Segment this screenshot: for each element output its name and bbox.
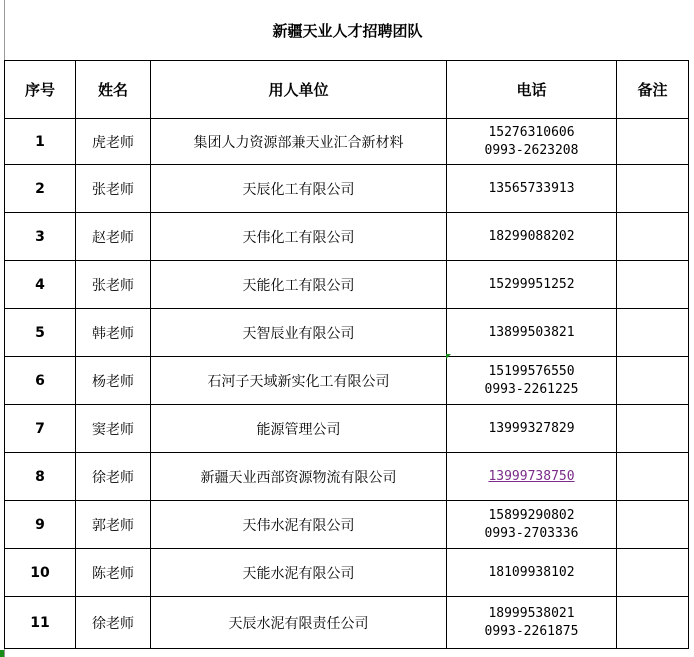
cell-unit[interactable]: 天辰水泥有限责任公司 xyxy=(151,597,447,649)
cell-index[interactable]: 4 xyxy=(5,261,76,309)
cell-index[interactable]: 10 xyxy=(5,549,76,597)
cell-name[interactable]: 赵老师 xyxy=(76,213,151,261)
phone-number: 15899290802 xyxy=(488,507,575,523)
table-row xyxy=(5,165,689,213)
cell-index[interactable]: 3 xyxy=(5,213,76,261)
cell-name[interactable]: 陈老师 xyxy=(76,549,151,597)
cell-index[interactable]: 9 xyxy=(5,501,76,549)
table-row xyxy=(5,453,689,501)
cell-note[interactable] xyxy=(617,261,689,309)
cell-index[interactable]: 1 xyxy=(5,119,76,165)
phone-number: 13565733913 xyxy=(488,180,575,196)
cell-phone[interactable] xyxy=(447,549,617,597)
cell-index[interactable]: 6 xyxy=(5,357,76,405)
header-note: 备注 xyxy=(617,61,689,119)
cell-name[interactable]: 徐老师 xyxy=(76,597,151,649)
cell-note[interactable] xyxy=(617,165,689,213)
cell-note[interactable] xyxy=(617,501,689,549)
cell-note[interactable] xyxy=(617,309,689,357)
cell-phone[interactable] xyxy=(447,309,617,357)
cell-phone[interactable] xyxy=(447,165,617,213)
cell-phone[interactable] xyxy=(447,597,617,649)
table-row xyxy=(5,119,689,165)
table-row xyxy=(5,357,689,405)
phone-number: 15199576550 xyxy=(488,363,575,379)
cell-note[interactable] xyxy=(617,405,689,453)
cell-phone[interactable] xyxy=(447,261,617,309)
table-header-row xyxy=(5,61,689,119)
page-title: 新疆天业人才招聘团队 xyxy=(272,22,423,40)
phone-number: 13999327829 xyxy=(488,420,575,436)
cell-name[interactable]: 郭老师 xyxy=(76,501,151,549)
cell-unit[interactable]: 新疆天业西部资源物流有限公司 xyxy=(151,453,447,501)
phone-number: 18109938102 xyxy=(488,564,575,580)
table-row xyxy=(5,261,689,309)
phone-number: 15299951252 xyxy=(488,276,575,292)
cell-note[interactable] xyxy=(617,597,689,649)
cell-index[interactable]: 2 xyxy=(5,165,76,213)
cell-unit[interactable]: 天能水泥有限公司 xyxy=(151,549,447,597)
phone-number: 18299088202 xyxy=(488,228,575,244)
cell-name[interactable]: 杨老师 xyxy=(76,357,151,405)
header-phone: 电话 xyxy=(447,61,617,119)
cell-unit[interactable]: 石河子天域新实化工有限公司 xyxy=(151,357,447,405)
recruitment-table xyxy=(4,60,689,649)
table-row xyxy=(5,549,689,597)
table-row xyxy=(5,405,689,453)
cell-unit[interactable]: 集团人力资源部兼天业汇合新材料 xyxy=(151,119,447,165)
phone-link[interactable]: 13999738750 xyxy=(488,468,575,484)
cell-phone[interactable] xyxy=(447,119,617,165)
cell-name[interactable]: 徐老师 xyxy=(76,453,151,501)
phone-number: 0993-2703336 xyxy=(484,525,579,541)
phone-number: 0993-2261875 xyxy=(484,623,579,639)
cell-name[interactable]: 窦老师 xyxy=(76,405,151,453)
cell-unit[interactable]: 天能化工有限公司 xyxy=(151,261,447,309)
cell-comment-marker xyxy=(446,354,451,359)
header-name: 姓名 xyxy=(76,61,151,119)
cell-name[interactable]: 虎老师 xyxy=(76,119,151,165)
cell-note[interactable] xyxy=(617,357,689,405)
cell-index[interactable]: 5 xyxy=(5,309,76,357)
cell-phone[interactable] xyxy=(447,213,617,261)
cell-index[interactable]: 7 xyxy=(5,405,76,453)
cell-note[interactable] xyxy=(617,549,689,597)
phone-number: 13899503821 xyxy=(488,324,575,340)
cell-note[interactable] xyxy=(617,213,689,261)
table-row xyxy=(5,597,689,649)
cell-note[interactable] xyxy=(617,453,689,501)
cell-name[interactable]: 张老师 xyxy=(76,165,151,213)
phone-number: 0993-2623208 xyxy=(484,142,579,158)
phone-number: 18999538021 xyxy=(488,605,575,621)
cell-index[interactable]: 8 xyxy=(5,453,76,501)
cell-name[interactable]: 韩老师 xyxy=(76,309,151,357)
cell-phone[interactable] xyxy=(447,405,617,453)
phone-number: 0993-2261225 xyxy=(484,381,579,397)
cell-unit[interactable]: 天伟水泥有限公司 xyxy=(151,501,447,549)
table-row xyxy=(5,213,689,261)
cell-phone[interactable] xyxy=(447,501,617,549)
cell-phone[interactable] xyxy=(447,453,617,501)
header-index: 序号 xyxy=(5,61,76,119)
cell-index[interactable]: 11 xyxy=(5,597,76,649)
header-unit: 用人单位 xyxy=(151,61,447,119)
sheet-corner-marker xyxy=(0,650,4,657)
cell-unit[interactable]: 天智辰业有限公司 xyxy=(151,309,447,357)
table-row xyxy=(5,501,689,549)
cell-unit[interactable]: 天伟化工有限公司 xyxy=(151,213,447,261)
phone-number: 15276310606 xyxy=(488,124,575,140)
table-row xyxy=(5,309,689,357)
cell-note[interactable] xyxy=(617,119,689,165)
cell-unit[interactable]: 天辰化工有限公司 xyxy=(151,165,447,213)
cell-name[interactable]: 张老师 xyxy=(76,261,151,309)
cell-unit[interactable]: 能源管理公司 xyxy=(151,405,447,453)
cell-phone[interactable] xyxy=(447,357,617,405)
